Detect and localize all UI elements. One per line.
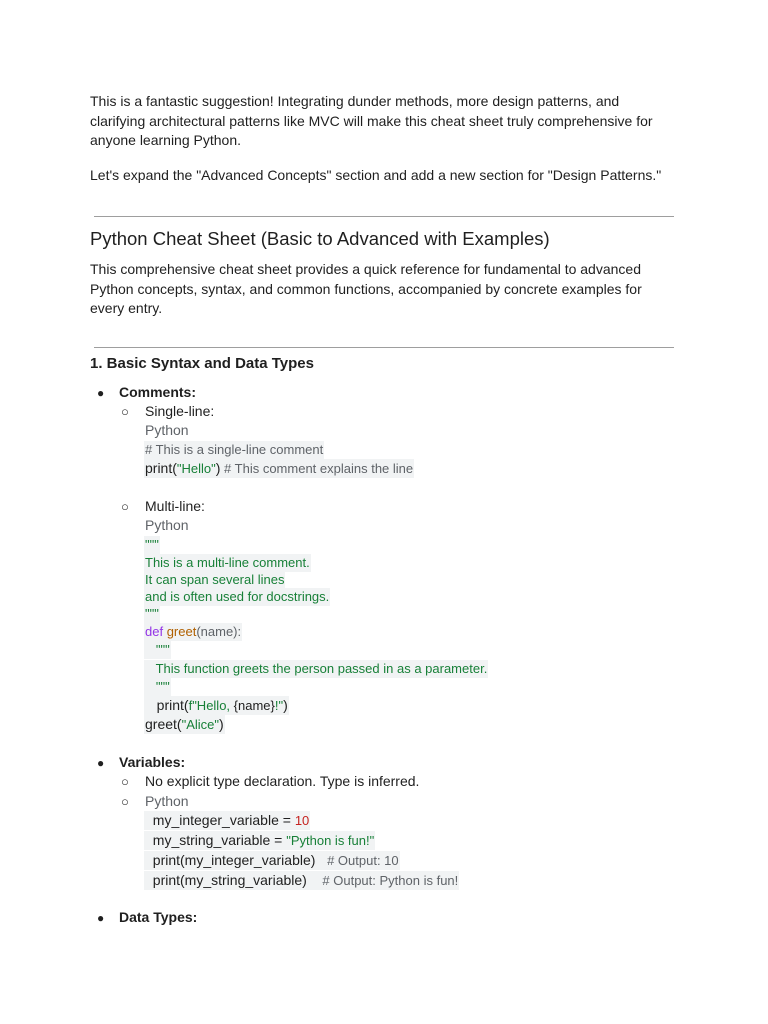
code-string: and is often used for docstrings. <box>145 589 330 604</box>
code-text: print(my_string_variable) <box>152 872 307 888</box>
code-string: """ <box>155 679 170 694</box>
code-string: """ <box>145 537 159 552</box>
sub-bullet-icon: ○ <box>121 404 129 419</box>
intro-line: Let's expand the "Advanced Concepts" section and add a new section for "Design Patterns." <box>90 167 662 183</box>
bullet-icon: ● <box>97 386 105 400</box>
code-string: """ <box>145 606 159 621</box>
code-comment: # Output: 10 <box>327 853 399 868</box>
code-string: !" <box>274 698 284 713</box>
code-string: """ <box>155 642 170 657</box>
code-function: print( <box>156 697 189 713</box>
code-line <box>144 554 311 572</box>
code-function-name: greet <box>163 624 197 639</box>
code-number: 10 <box>294 813 310 828</box>
intro-paragraph <box>90 92 690 151</box>
description-line: every entry. <box>90 300 163 316</box>
description-line: This comprehensive cheat sheet provides a quick reference for fundamental to advanced <box>90 261 641 277</box>
intro-paragraph-2 <box>90 166 690 186</box>
code-line <box>144 678 171 696</box>
code-punct: ) <box>283 697 288 713</box>
code-line <box>144 605 160 623</box>
divider <box>94 216 674 217</box>
code-line <box>144 536 160 554</box>
sub-bullet-icon: ○ <box>121 794 129 809</box>
code-punct: ) <box>219 716 224 732</box>
code-line <box>144 696 289 715</box>
code-args: (name): <box>196 624 242 639</box>
sub-bullet-icon: ○ <box>121 774 129 789</box>
code-comment: # Output: Python is fun! <box>322 873 459 888</box>
multi-line-label: Multi-line: <box>145 498 205 514</box>
code-comment: # This is a single-line comment <box>145 442 324 457</box>
variables-note: No explicit type declaration. Type is inferred. <box>145 773 420 789</box>
code-string: It can span several lines <box>145 572 285 587</box>
code-line <box>144 459 414 478</box>
bullet-icon: ● <box>97 911 105 925</box>
description-line: Python concepts, syntax, and common functions, accompanied by concrete examples for <box>90 280 642 297</box>
code-line <box>144 641 171 659</box>
code-text: my_string_variable = <box>152 832 287 848</box>
code-text: my_integer_variable = <box>152 812 295 828</box>
code-line <box>144 660 488 678</box>
code-text: print(my_integer_variable) <box>152 852 316 868</box>
code-string: This is a multi-line comment. <box>145 555 310 570</box>
sub-bullet-icon: ○ <box>121 499 129 514</box>
code-variable: {name} <box>233 698 275 713</box>
page-title: Python Cheat Sheet (Basic to Advanced with Examples) <box>90 228 550 249</box>
bullet-icon: ● <box>97 756 105 770</box>
code-language-label: Python <box>145 422 189 438</box>
intro-line: anyone learning Python. <box>90 132 241 148</box>
code-keyword: def <box>145 624 164 639</box>
code-function: print( <box>145 460 177 476</box>
code-line <box>144 811 310 830</box>
code-string: "Python is fun!" <box>286 833 375 848</box>
code-line <box>144 588 330 606</box>
code-function: greet( <box>145 716 182 732</box>
code-line <box>144 871 459 890</box>
intro-line: clarifying architectural patterns like MVC will make this cheat sheet truly comprehensive for <box>90 112 653 129</box>
code-line <box>144 831 375 850</box>
code-language-label: Python <box>145 517 189 533</box>
variables-label: Variables: <box>119 754 186 770</box>
code-language-label: Python <box>145 793 189 809</box>
code-string: "Alice" <box>181 717 219 732</box>
code-comment: # This comment explains the line <box>220 461 414 476</box>
code-line <box>144 715 225 734</box>
description-paragraph <box>90 260 690 319</box>
code-line <box>144 441 324 459</box>
section-heading: 1. Basic Syntax and Data Types <box>90 355 314 372</box>
code-line <box>144 623 242 641</box>
data-types-label: Data Types: <box>119 909 198 925</box>
intro-line: This is a fantastic suggestion! Integrating dunder methods, more design patterns, and <box>90 93 620 109</box>
divider <box>94 347 674 348</box>
code-string: "Hello" <box>176 461 216 476</box>
single-line-label: Single-line: <box>145 403 215 419</box>
code-string: This function greets the person passed in as a parameter. <box>155 661 488 676</box>
comments-label: Comments: <box>119 384 197 400</box>
code-punct: ) <box>215 460 221 476</box>
code-line <box>144 851 400 870</box>
code-string: f"Hello, <box>188 698 234 713</box>
code-line <box>144 571 285 589</box>
